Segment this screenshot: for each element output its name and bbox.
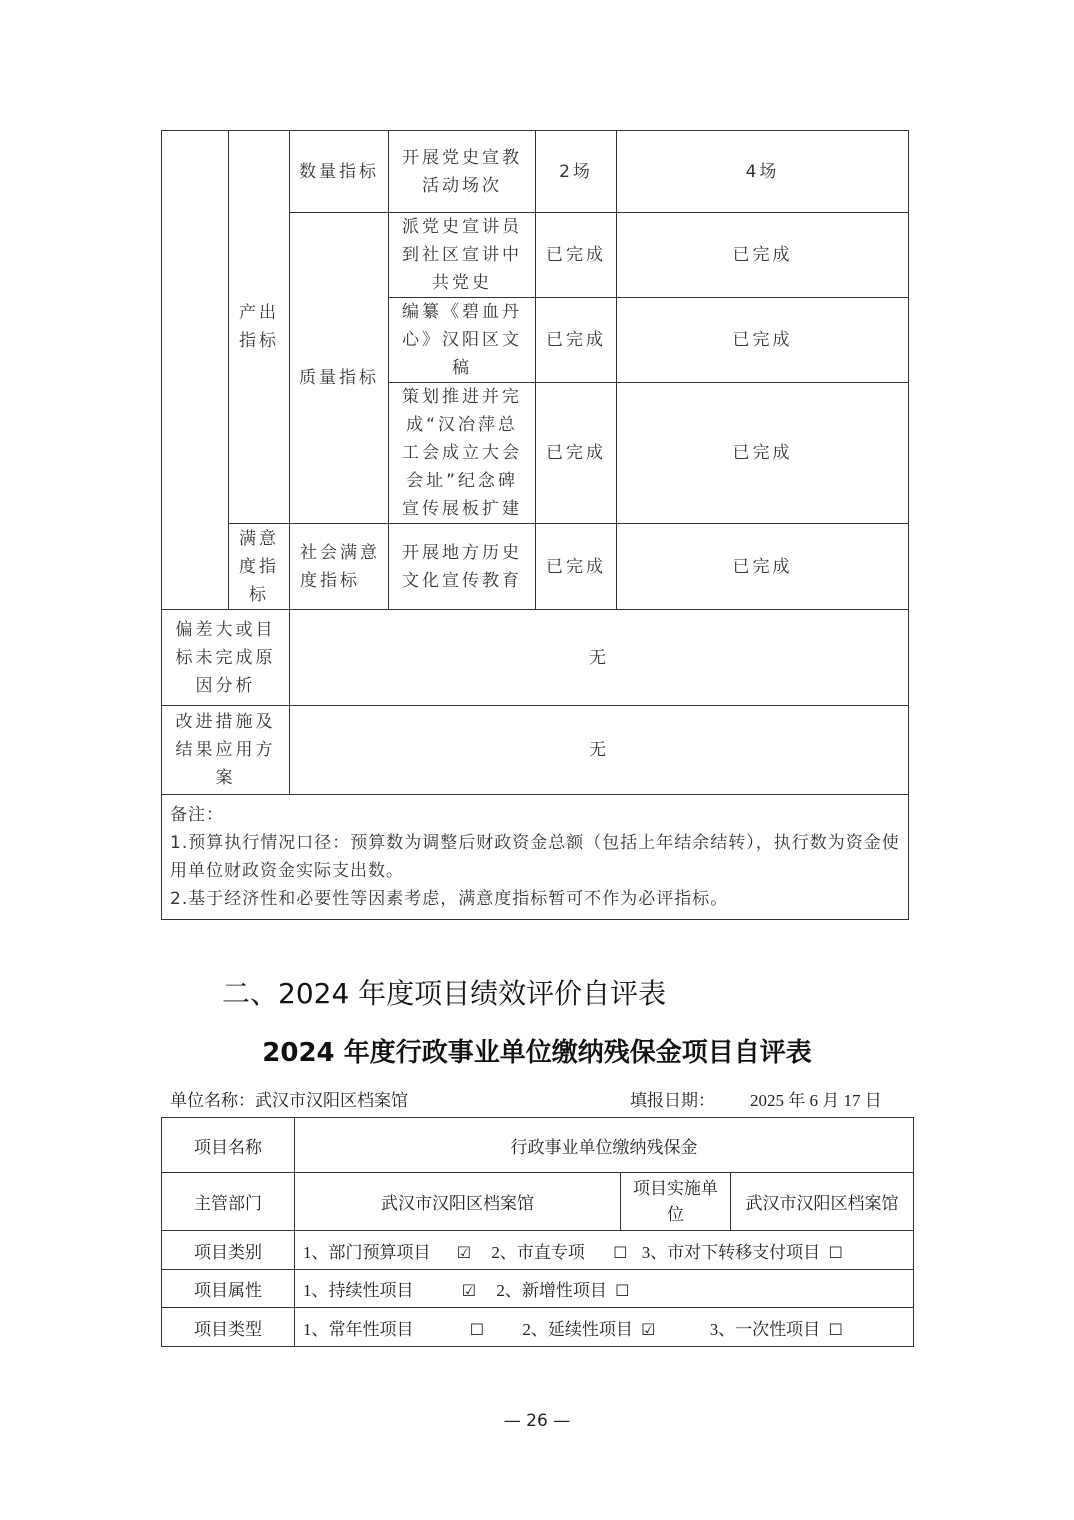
notes-title: 备注： [170,805,224,825]
dept-value: 武汉市汉阳区档案馆 [295,1173,621,1231]
outer-blank-cell [162,131,229,610]
actual-value: 已完成 [617,213,909,298]
checked-box-icon[interactable]: ☑ [641,1319,656,1339]
project-name-value: 行政事业单位缴纳残保金 [295,1118,914,1173]
target-value: 已完成 [536,298,617,383]
quality-indicator-label: 质量指标 [299,368,379,388]
output-indicator-cell [229,131,290,524]
category-option-1: 1、部门预算项目 [303,1242,431,1262]
indicator-item-text: 派党史宣讲员到社区宣讲中共党史 [402,217,522,293]
actual-value: 已完成 [617,383,909,524]
actual-value: 已完成 [617,524,909,610]
target-value: 已完成 [536,383,617,524]
indicator-item-text: 开展党史宣教活动场次 [402,147,522,196]
actual-value: 4场 [617,131,909,213]
social-satisfaction-cell [290,524,389,610]
impl-label [621,1173,731,1231]
unchecked-box-icon[interactable]: ☐ [469,1319,485,1339]
impl-value: 武汉市汉阳区档案馆 [731,1173,914,1231]
page-number: — 26 — [503,1411,571,1431]
dept-label: 主管部门 [162,1173,295,1231]
deviation-label-cell [162,610,290,706]
impl-label-text: 项目实施单位 [633,1178,718,1224]
satisfaction-group-cell [229,524,290,610]
project-name-label: 项目名称 [162,1118,295,1173]
type-option-3: 3、一次性项目 [709,1319,821,1339]
deviation-value: 无 [290,610,909,706]
improve-label-cell [162,706,290,795]
section-heading: 二、2024 年度项目绩效评价自评表 [222,977,667,1010]
fill-date-label: 填报日期： [630,1091,715,1110]
indicator-item [389,298,536,383]
category-option-3: 3、市对下转移支付项目 [641,1242,821,1262]
type-option-1: 1、常年性项目 [303,1319,414,1339]
improve-label: 改进措施及结果应用方案 [175,712,276,788]
target-value: 已完成 [536,524,617,610]
indicator-item [389,524,536,610]
fill-date-value: 2025 年 6 月 17 日 [750,1091,882,1110]
improve-value: 无 [290,706,909,795]
attribute-label: 项目属性 [162,1270,295,1308]
quantity-indicator-cell [290,131,389,213]
form-title: 2024 年度行政事业单位缴纳残保金项目自评表 [262,1038,812,1068]
unchecked-box-icon[interactable]: ☐ [615,1281,630,1300]
indicator-item-text: 开展地方历史文化宣传教育 [402,542,522,591]
note-2: 2.基于经济性和必要性等因素考虑，满意度指标暂可不作为必评指标。 [170,889,729,909]
note-1: 1.预算执行情况口径：预算数为调整后财政资金总额（包括上年结余结转），执行数为资金使用单位财政资金实际支出数。 [170,833,900,881]
checked-box-icon[interactable]: ☑ [461,1281,477,1300]
actual-value: 已完成 [617,298,909,383]
deviation-label: 偏差大或目标未完成原因分析 [175,619,276,696]
type-option-2: 2、延续性项目 [522,1319,633,1339]
indicator-item-text: 编纂《碧血丹心》汉阳区文稿 [402,302,522,378]
checked-box-icon[interactable]: ☑ [456,1242,472,1262]
type-label: 项目类型 [162,1308,295,1347]
type-options [295,1308,914,1347]
target-value: 2场 [536,131,617,213]
target-value: 已完成 [536,213,617,298]
indicator-item-text: 策划推进并完成“汉冶萍总工会成立大会会址”纪念碑宣传展板扩建 [402,387,522,519]
social-satisfaction-label: 社会满意度指标 [300,542,380,591]
attribute-options [295,1270,914,1308]
performance-indicator-table [161,130,909,920]
category-label: 项目类别 [162,1231,295,1270]
indicator-item [389,213,536,298]
indicator-item [389,131,536,213]
unchecked-box-icon[interactable]: ☐ [828,1242,843,1262]
unit-name: 单位名称：武汉市汉阳区档案馆 [170,1091,408,1110]
category-options [295,1231,914,1270]
unchecked-box-icon[interactable]: ☐ [828,1319,843,1339]
unchecked-box-icon[interactable]: ☐ [613,1242,628,1262]
satisfaction-group-label: 满意度指标 [239,528,279,605]
quantity-indicator-label: 数量指标 [299,161,379,182]
category-option-2: 2、市直专项 [491,1242,585,1262]
quality-indicator-cell [290,213,389,524]
attribute-option-1: 1、持续性项目 [303,1281,414,1300]
indicator-item [389,383,536,524]
notes-cell [162,795,909,920]
project-info-table [161,1117,914,1347]
output-indicator-label: 产出指标 [239,303,279,351]
attribute-option-2: 2、新增性项目 [496,1281,607,1300]
